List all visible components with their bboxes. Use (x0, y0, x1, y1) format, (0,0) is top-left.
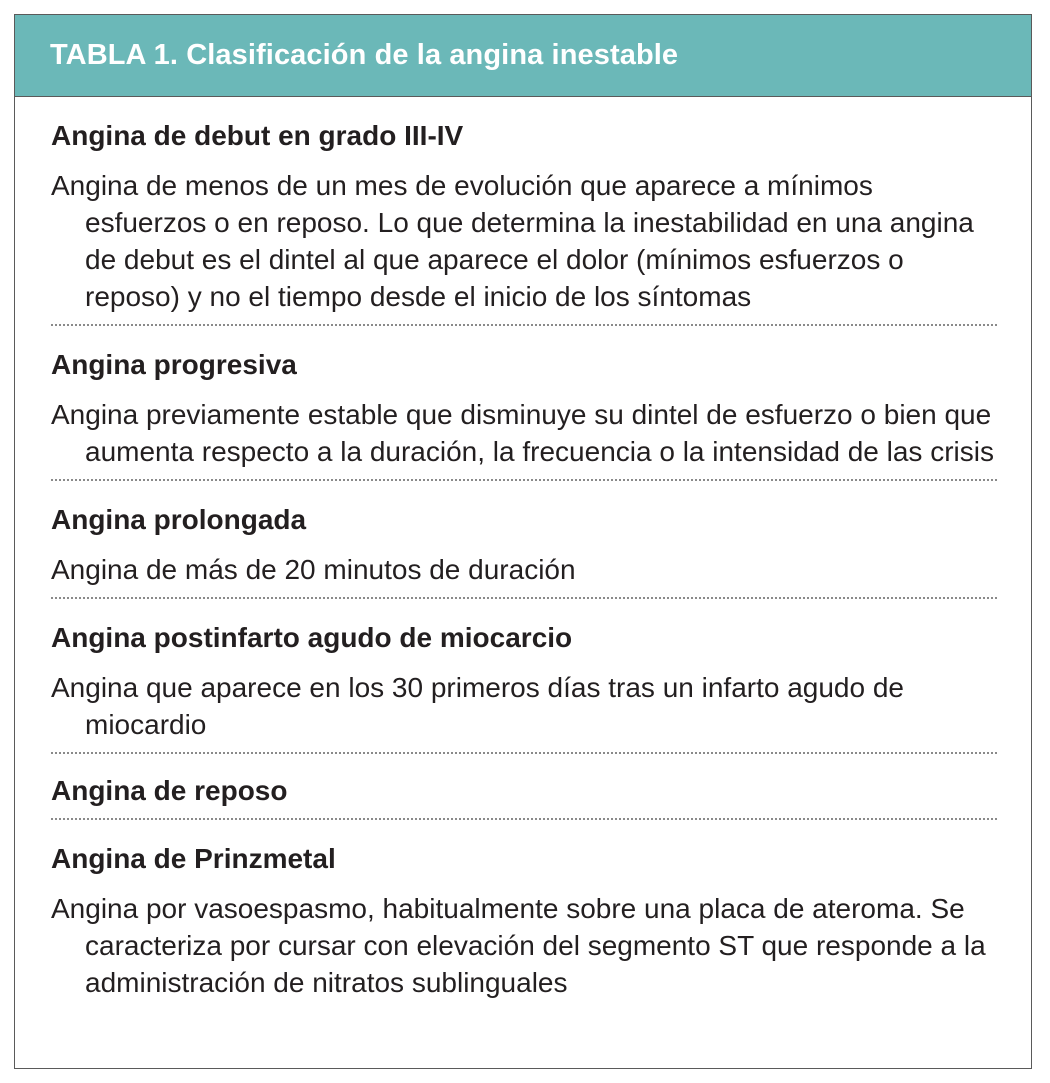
table-row (51, 481, 997, 599)
table-row (51, 820, 997, 1010)
row-description: Angina de menos de un mes de evolución que aparece a mínimos esfuerzos o en reposo. Lo que determina la inestabilidad en una angina de debut es el dintel al que aparece el dolor (mínimos esfuerzos o reposo) y no el tiempo desde el inicio de los síntomas (51, 170, 974, 312)
row-description: Angina por vasoespasmo, habitualmente sobre una placa de ateroma. Se caracteriza por cursar con elevación del segmento ST que responde a la administración de nitratos sublinguales (51, 893, 986, 998)
table-row (51, 326, 997, 481)
row-title: Angina de debut en grado III-IV (51, 120, 464, 151)
row-title: Angina progresiva (51, 349, 297, 380)
table-title: TABLA 1. Clasificación de la angina inestable (50, 39, 679, 71)
row-title: Angina de reposo (51, 775, 288, 806)
table-body (15, 97, 1031, 1010)
table-header (15, 15, 1031, 97)
table-row (51, 599, 997, 754)
table-row (51, 97, 997, 326)
table-row (51, 754, 997, 820)
row-description: Angina de más de 20 minutos de duración (51, 554, 576, 585)
row-title: Angina postinfarto agudo de miocarcio (51, 622, 573, 653)
classification-table (14, 14, 1032, 1069)
row-description: Angina previamente estable que disminuye su dintel de esfuerzo o bien que aumenta respecto a la duración, la frecuencia o la intensidad de las crisis (51, 399, 994, 467)
row-description: Angina que aparece en los 30 primeros días tras un infarto agudo de miocardio (51, 672, 905, 740)
row-title: Angina prolongada (51, 504, 307, 535)
row-title: Angina de Prinzmetal (51, 843, 336, 874)
